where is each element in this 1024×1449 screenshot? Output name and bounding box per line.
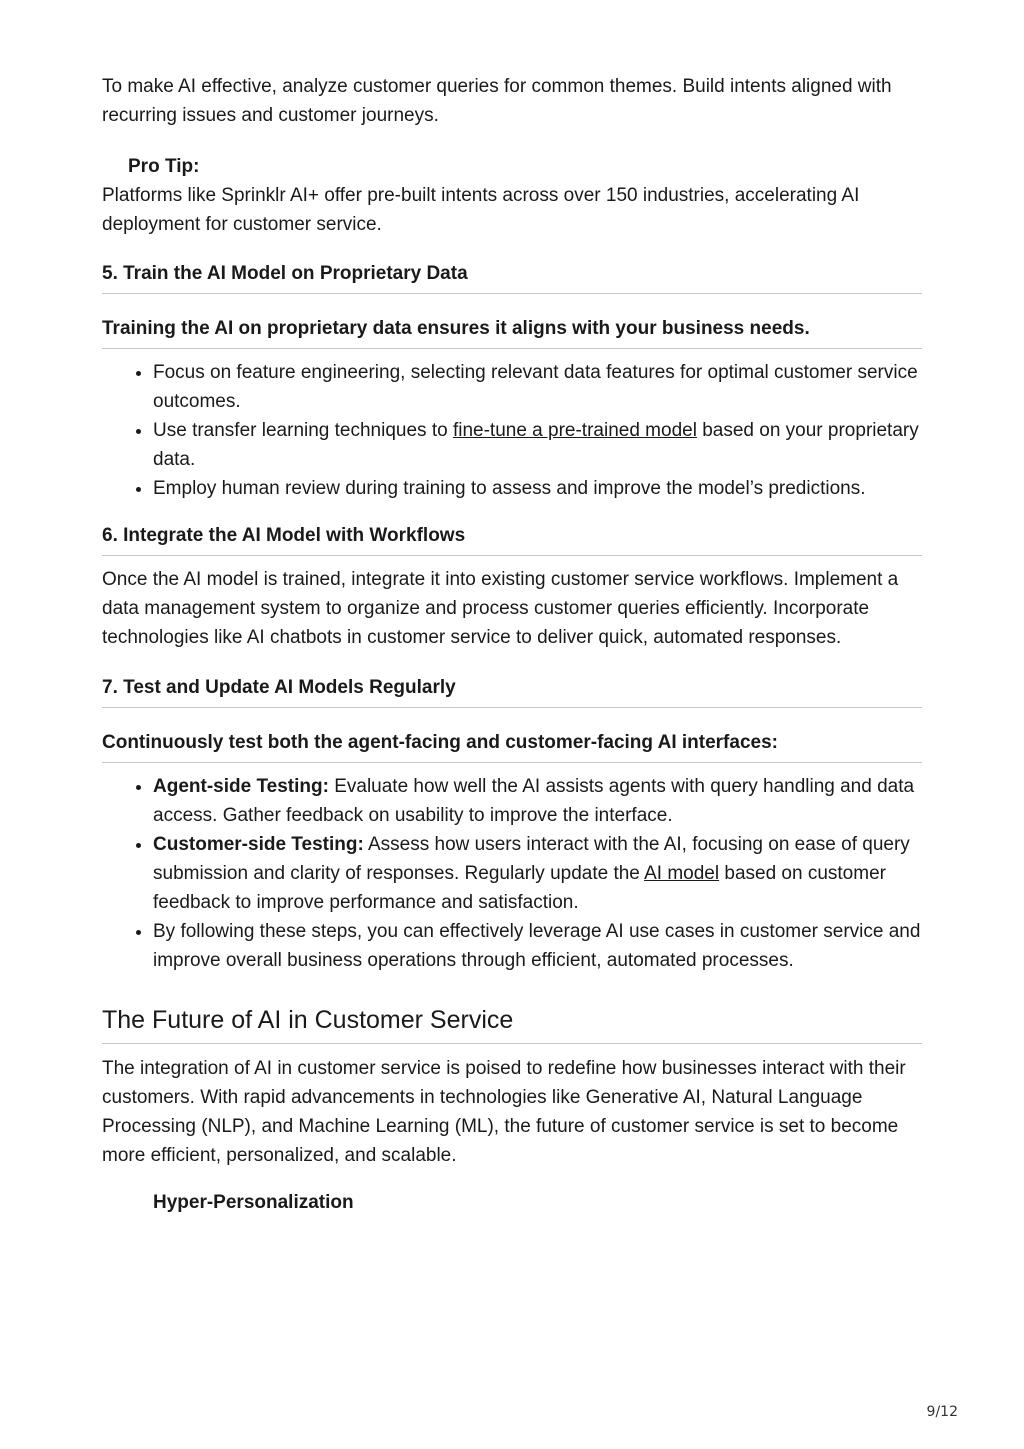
list-item [153,772,922,830]
step5-heading: 5. Train the AI Model on Proprietary Data [102,261,922,294]
step6-paragraph: Once the AI model is trained, integrate it into existing customer service workflows. Implement a data management system to organize and process customer queries efficiently. Incorporate technologies like AI chatbots in customer service to deliver quick, automated responses. [102,569,899,648]
ai-model-link[interactable]: AI model [644,863,720,884]
list-item [153,917,922,975]
future-paragraph: The integration of AI in customer service is poised to redefine how businesses interact with their customers. With rapid advancements in technologies like Generative AI, Natural Language Processing (NLP), and Machine Learning (ML), the future of customer service is set to become more efficient, personalized, and scalable. [102,1058,906,1166]
pro-tip-label: Pro Tip: [128,156,200,177]
list-item-text: based on your proprietary data. [153,420,919,470]
list-item-text: based on customer feedback to improve performance and satisfaction. [153,863,886,913]
list-item-bold: Customer-side Testing: [153,834,364,855]
document-page [102,70,922,1217]
list-item-text: Evaluate how well the AI assists agents with query handling and data access. Gather feedback on usability to improve the interface. [153,776,915,826]
list-item-text: By following these steps, you can effectively leverage AI use cases in customer service and improve overall business operations through efficient, automated processes. [153,921,921,971]
list-item [153,830,922,917]
list-item [153,474,922,503]
list-item [153,416,922,474]
step7-heading: 7. Test and Update AI Models Regularly [102,675,922,708]
list-item-bold: Agent-side Testing: [153,776,329,797]
hyper-personalization-heading: Hyper-Personalization [153,1192,354,1213]
step7-subheading: Continuously test both the agent-facing and customer-facing AI interfaces: [102,730,922,763]
list-item-text: Focus on feature engineering, selecting relevant data features for optimal customer service outcomes. [153,362,918,412]
step5-list [102,358,922,503]
fine-tune-model-link[interactable]: fine-tune a pre-trained model [452,420,697,441]
step5-subheading: Training the AI on proprietary data ensures it aligns with your business needs. [102,316,922,349]
list-item-text: Assess how users interact with the AI, focusing on ease of query submission and clarity of responses. Regularly update the [153,834,910,884]
list-item-text: Employ human review during training to assess and improve the model’s predictions. [153,478,866,499]
list-item-text: Use transfer learning techniques to [153,420,453,441]
page-number: 9/12 [926,1404,958,1420]
pro-tip-text: Platforms like Sprinklr AI+ offer pre-built intents across over 150 industries, accelerating AI deployment for customer service. [102,185,860,235]
intro-paragraph: To make AI effective, analyze customer queries for common themes. Build intents aligned with recurring issues and customer journeys. [102,76,892,126]
step6-heading: 6. Integrate the AI Model with Workflows [102,523,922,556]
step7-list [102,772,922,975]
future-heading: The Future of AI in Customer Service [102,1003,922,1044]
list-item [153,358,922,416]
